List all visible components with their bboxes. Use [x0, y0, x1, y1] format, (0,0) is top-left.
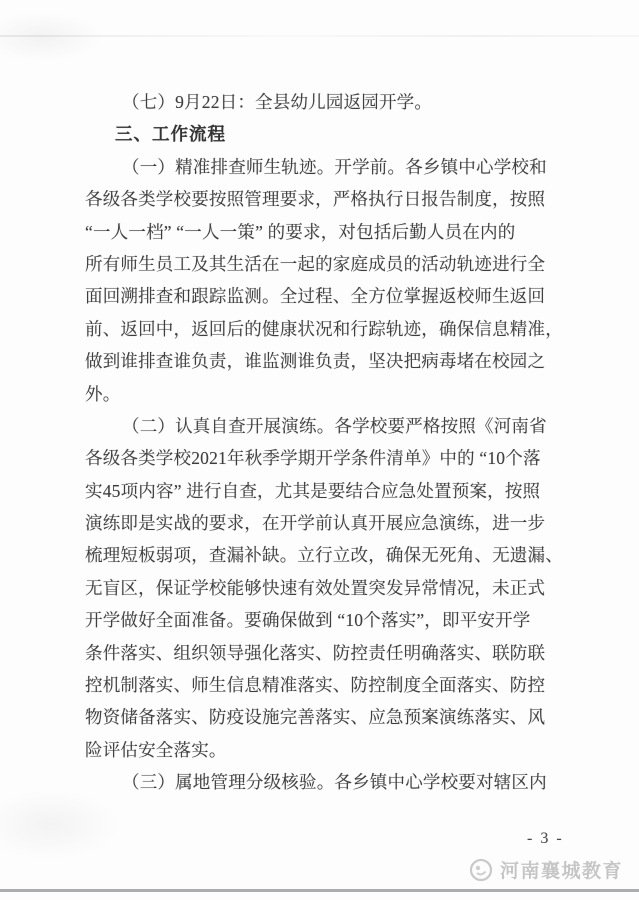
scan-smudge — [0, 12, 102, 62]
document-line: （一）精准排查师生轨迹。开学前。各乡镇中心学校和 — [122, 156, 547, 177]
section-heading: 三、工作流程 — [115, 124, 226, 145]
document-line: “一人一档” “一人一策” 的要求，对包括后勤人员在内的 — [85, 221, 516, 242]
document-line: 做到谁排查谁负责，谁监测谁负责，坚决把病毒堵在校园之 — [85, 351, 546, 372]
document-line: 各级各类学校要按照管理要求，严格执行日报告制度，按照 — [85, 189, 546, 210]
watermark-text: 河南襄城教育 — [499, 861, 623, 882]
scan-smudge — [0, 790, 120, 860]
scan-artifact-line — [0, 35, 639, 37]
document-body — [85, 86, 567, 799]
document-line: 外。 — [85, 383, 121, 404]
document-line: 面回溯排查和跟踪监测。全过程、全方位掌握返校师生返回 — [85, 286, 546, 307]
document-line: 险评估安全落实。 — [85, 739, 227, 760]
document-line: 所有师生员工及其生活在一起的家庭成员的活动轨迹进行全 — [85, 253, 546, 274]
document-line: 演练即是实战的要求，在开学前认真开展应急演练，进一步 — [85, 513, 546, 534]
page-bottom-edge — [0, 889, 639, 892]
document-line: 各级各类学校2021年秋季学期开学条件清单》中的 “10个落 — [85, 448, 541, 469]
document-line: 开学做好全面准备。要确保做到 “10个落实”，即平安开学 — [85, 610, 531, 631]
document-line: 条件落实、组织领导强化落实、防控责任明确落实、联防联 — [85, 642, 546, 663]
document-line: 物资储备落实、防疫设施完善落实、应急预案演练落实、风 — [85, 707, 546, 728]
document-line: 前、返回中，返回后的健康状况和行踪轨迹，确保信息精准， — [85, 318, 563, 339]
document-line: 控机制落实、师生信息精准落实、防控制度全面落实、防控 — [85, 675, 546, 696]
document-line: （三）属地管理分级核验。各乡镇中心学校要对辖区内 — [122, 772, 547, 793]
page-number: - 3 - — [527, 830, 564, 847]
document-line: 无盲区，保证学校能够快速有效处置突发异常情况，未正式 — [85, 577, 546, 598]
document-line: 实45项内容” 进行自查，尤其是要结合应急处置预案，按照 — [85, 480, 541, 501]
document-line: 梳理短板弱项，查漏补缺。立行立改，确保无死角、无遗漏、 — [85, 545, 563, 566]
round-emblem-logo-icon — [469, 858, 493, 882]
document-line: （七）9月22日：全县幼儿园返园开学。 — [122, 92, 433, 112]
document-line: （二）认真自查开展演练。各学校要严格按照《河南省 — [122, 415, 547, 436]
watermark — [469, 856, 623, 883]
